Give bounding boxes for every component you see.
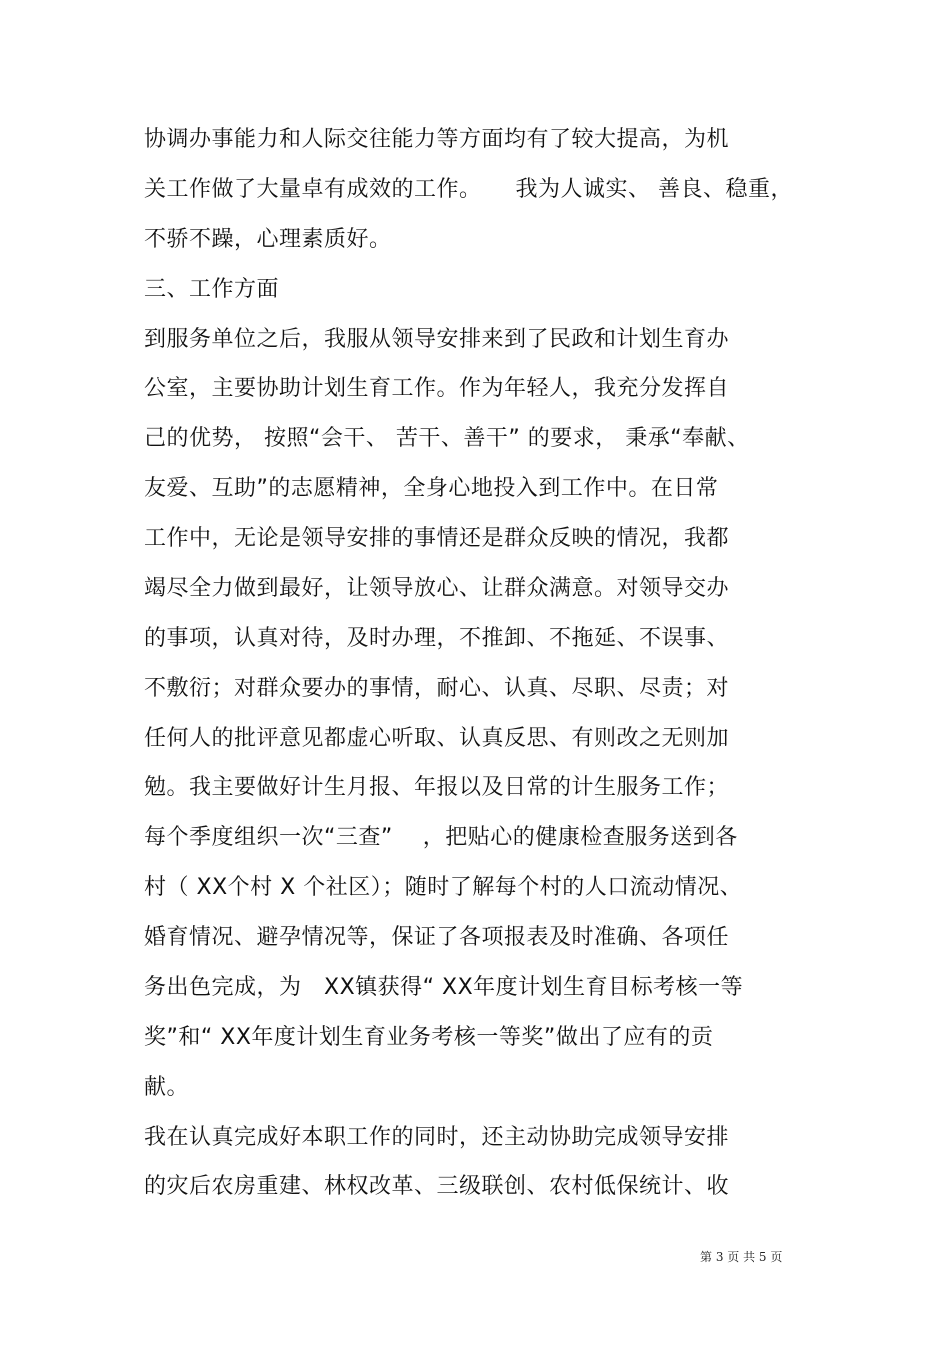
text-line: 公室，主要协助计划生育工作。作为年轻人，我充分发挥自: [144, 376, 730, 401]
text-line: 婚育情况、避孕情况等，保证了各项报表及时准确、各项任: [144, 925, 730, 950]
text-line: 的事项，认真对待，及时办理，不推卸、不拖延、不误事、: [144, 626, 730, 651]
text-line: 的灾后农房重建、林权改革、三级联创、农村低保统计、收: [144, 1174, 730, 1199]
text-line: 工作中，无论是领导安排的事情还是群众反映的情况，我都: [144, 526, 730, 551]
text-line: 任何人的批评意见都虚心听取、认真反思、有则改之无则加: [144, 726, 730, 751]
text-line: 不骄不躁，心理素质好。: [144, 227, 392, 252]
text-line: 奖”和“ XX年度计划生育业务考核一等奖”做出了应有的贡: [144, 1025, 714, 1050]
text-line: 关工作做了大量卓有成效的工作。 我为人诚实、 善良、稳重，: [144, 177, 793, 202]
text-line: 献。: [144, 1075, 190, 1100]
text-line: 己的优势， 按照“会干、 苦干、善干” 的要求， 秉承“奉献、: [144, 426, 750, 451]
text-line: 我在认真完成好本职工作的同时，还主动协助完成领导安排: [144, 1125, 730, 1150]
text-line: 每个季度组织一次“三查” ，把贴心的健康检查服务送到各: [144, 825, 738, 850]
text-line: 友爱、互助”的志愿精神，全身心地投入到工作中。在日常: [144, 476, 719, 501]
text-line: 到服务单位之后，我服从领导安排来到了民政和计划生育办: [144, 327, 730, 352]
page-number-footer: 第 3 页 共 5 页: [700, 1250, 783, 1264]
text-line: 村（ XX个村 X 个社区）；随时了解每个村的人口流动情况、: [144, 875, 743, 900]
text-line: 竭尽全力做到最好，让领导放心、让群众满意。对领导交办: [144, 576, 730, 601]
text-line: 不敷衍；对群众要办的事情，耐心、认真、尽职、尽责；对: [144, 676, 730, 701]
text-line: 协调办事能力和人际交往能力等方面均有了较大提高，为机: [144, 127, 730, 152]
section-heading: 三、工作方面: [144, 277, 280, 302]
text-line: 务出色完成，为 XX镇获得“ XX年度计划生育目标考核一等: [144, 975, 744, 1000]
text-line: 勉。我主要做好计生月报、年报以及日常的计生服务工作；: [144, 775, 730, 800]
